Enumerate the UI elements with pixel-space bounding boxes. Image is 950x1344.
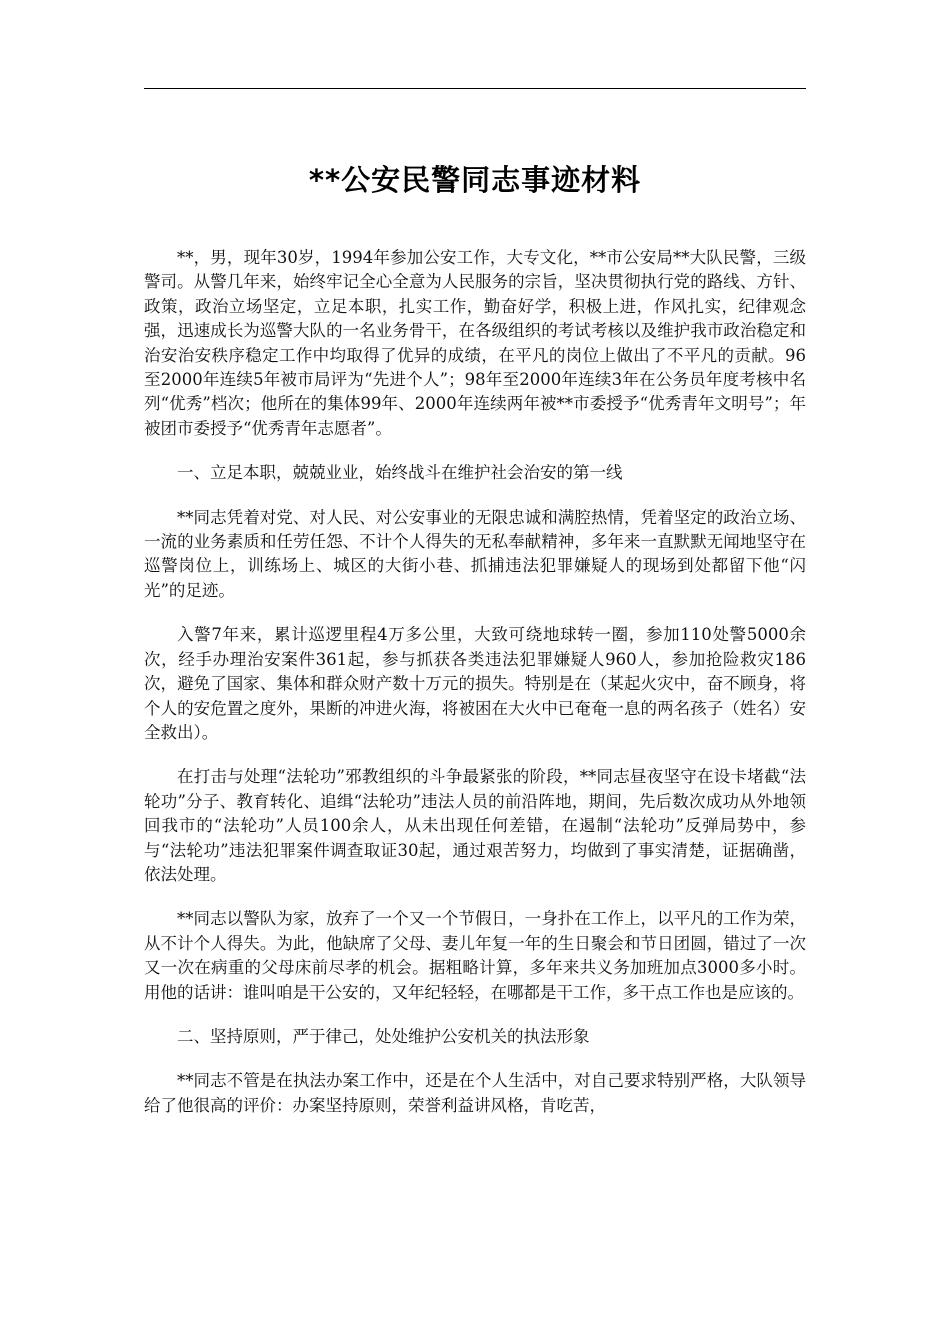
section-heading-2: 二、坚持原则，严于律己，处处维护公安机关的执法形象: [177, 1026, 590, 1046]
body-paragraph: **同志以警队为家，放弃了一个又一个节假日，一身扑在工作上，以平凡的工作为荣，从不计个人得失。为此，他缺席了父母、妻儿年复一年的生日聚会和节日团圆，错过了一次又一次在病重的父母床前尽孝的机会。据粗略计算，多年来共义务加班加点3000多小时。用他的话讲：谁叫咱是干公安的，又年纪轻轻，在哪都是干工作，多干点工作也是应该的。: [144, 909, 806, 1002]
document-body: [144, 246, 806, 1138]
body-paragraph: 在打击与处理“法轮功”邪教组织的斗争最紧张的阶段，**同志昼夜坚守在设卡堵截“法轮功”分子、教育转化、追缉“法轮功”违法人员的前沿阵地，期间，先后数次成功从外地领回我市的“法轮功”人员100余人，从未出现任何差错，在遏制“法轮功”反弹局势中，参与“法轮功”违法犯罪案件调查取证30起，通过艰苦努力，均做到了事实清楚，证据确凿，依法处理。: [144, 767, 806, 884]
body-paragraph: 入警7年来，累计巡逻里程4万多公里，大致可绕地球转一圈，参加110处警5000余次，经手办理治安案件361起，参与抓获各类违法犯罪嫌疑人960人，参加抢险救灾186次，避免了国家、集体和群众财产数十万元的损失。特别是在（某起火灾中，奋不顾身，将个人的安危置之度外，果断的冲进火海，将被困在大火中已奄奄一息的两名孩子（姓名）安全救出）。: [144, 625, 806, 742]
document-title: **公安民警同志事迹材料: [308, 163, 642, 197]
body-paragraph: **同志不管是在执法办案工作中，还是在个人生活中，对自己要求特别严格，大队领导给了他很高的评价：办案坚持原则，荣誉利益讲风格，肯吃苦，: [144, 1071, 806, 1115]
body-paragraph: **同志凭着对党、对人民、对公安事业的无限忠诚和满腔热情，凭着坚定的政治立场、一流的业务素质和任劳任怨、不计个人得失的无私奉献精神，多年来一直默默无闻地坚守在巡警岗位上，训练场上、城区的大街小巷、抓捕违法犯罪嫌疑人的现场到处都留下他“闪光”的足迹。: [144, 507, 806, 600]
header-rule: [144, 88, 806, 89]
intro-paragraph: **，男，现年30岁，1994年参加公安工作，大专文化，**市公安局**大队民警，三级警司。从警几年来，始终牢记全心全意为人民服务的宗旨，坚决贯彻执行党的路线、方针、政策，政治立场坚定，立足本职，扎实工作，勤奋好学，积极上进，作风扎实，纪律观念强，迅速成长为巡警大队的一名业务骨干，在各级组织的考试考核以及维护我市政治稳定和治安治安秩序稳定工作中均取得了优异的成绩，在平凡的岗位上做出了不平凡的贡献。96至2000年连续5年被市局评为“先进个人”；98年至2000年连续3年在公务员年度考核中名列“优秀”档次；他所在的集体99年、2000年连续两年被**市委授予“优秀青年文明号”；年被团市委授予“优秀青年志愿者”。: [144, 248, 806, 438]
section-heading-1: 一、立足本职，兢兢业业，始终战斗在维护社会治安的第一线: [177, 463, 623, 483]
